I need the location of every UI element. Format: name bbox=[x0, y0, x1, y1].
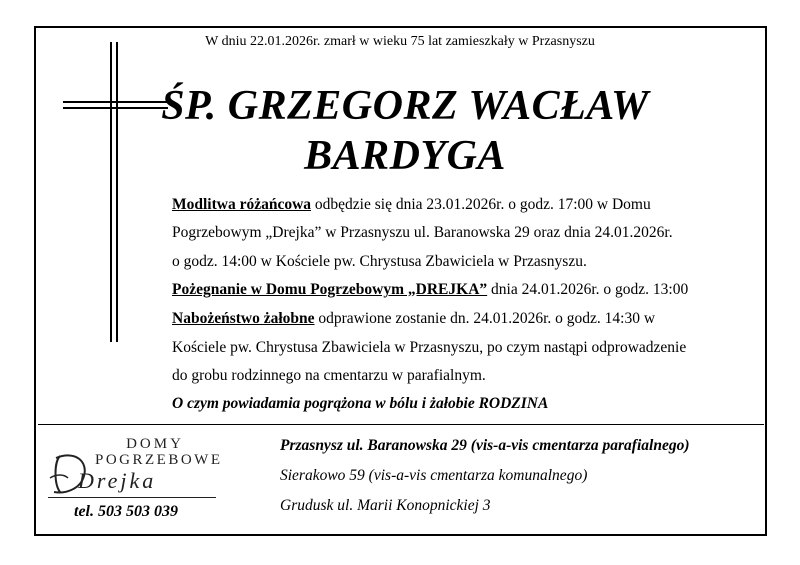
rosary-line3: o godz. 14:00 w Kościele pw. Chrystusa Zbawiciela w Przasnyszu. bbox=[172, 253, 587, 270]
rosary-line2: Pogrzebowym „Drejka” w Przasnyszu ul. Baranowska 29 oraz dnia 24.01.2026r. bbox=[172, 224, 673, 241]
farewell-line bbox=[172, 281, 688, 299]
rosary-text: odbędzie się dnia 23.01.2026r. o godz. 17:00 w Domu bbox=[311, 196, 651, 213]
death-notice-line: W dniu 22.01.2026r. zmarł w wieku 75 lat zamieszkały w Przasnyszu bbox=[205, 34, 595, 49]
mass-line3: do grobu rodzinnego na cmentarzu w parafialnym. bbox=[172, 367, 486, 384]
logo-line2: POGRZEBOWE bbox=[95, 452, 223, 468]
closing-line: O czym powiadamia pogrążona w bólu i żałobie RODZINA bbox=[172, 395, 549, 412]
mass-label: Nabożeństwo żałobne bbox=[172, 310, 315, 327]
rosary-label: Modlitwa różańcowa bbox=[172, 196, 312, 213]
address-second: Sierakowo 59 (vis-a-vis cmentarza komunalnego) bbox=[280, 467, 588, 484]
farewell-text: dnia 24.01.2026r. o godz. 13:00 bbox=[487, 281, 689, 298]
deceased-name-line2: BARDYGA bbox=[304, 133, 506, 179]
logo-line1: DOMY bbox=[126, 436, 184, 452]
deceased-name-line1: ŚP. GRZEGORZ WACŁAW bbox=[161, 83, 649, 129]
mass-line1 bbox=[172, 310, 655, 328]
logo-brand: Drejka bbox=[78, 468, 157, 493]
farewell-label: Pożegnanie w Domu Pogrzebowym „DREJKA” bbox=[172, 281, 488, 298]
address-third: Grudusk ul. Marii Konopnickiej 3 bbox=[280, 497, 491, 514]
divider-line bbox=[38, 424, 764, 425]
rosary-line1 bbox=[172, 196, 651, 214]
mass-text: odprawione zostanie dn. 24.01.2026r. o godz. 14:30 w bbox=[314, 310, 656, 327]
phone-number: tel. 503 503 039 bbox=[74, 503, 178, 520]
address-main: Przasnysz ul. Baranowska 29 (vis-a-vis cmentarza parafialnego) bbox=[280, 437, 690, 454]
logo-underline bbox=[48, 497, 216, 498]
mass-line2: Kościele pw. Chrystusa Zbawiciela w Przasnyszu, po czym nastąpi odprowadzenie bbox=[172, 339, 687, 356]
